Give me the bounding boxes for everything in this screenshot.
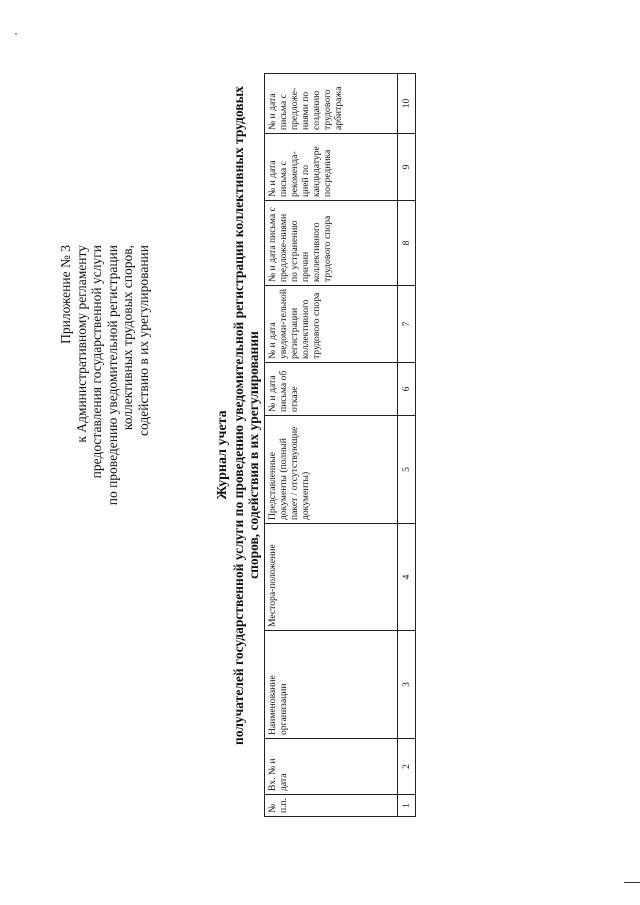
column-header: Наименование организации bbox=[265, 631, 398, 739]
appendix-line: по проведению уведомительной регистрации bbox=[104, 245, 120, 506]
column-number: 7 bbox=[398, 286, 416, 363]
column-header: № и дата письма с предложе-ниями по созданию трудового арбитража bbox=[265, 74, 398, 134]
footnote-separator bbox=[624, 882, 640, 883]
journal-title: Журнал учета bbox=[215, 410, 230, 500]
column-header: № и дата уведоми-тельной регистрации коллективного трудового спора bbox=[265, 286, 398, 363]
appendix-line: Приложение № 3 bbox=[58, 245, 73, 344]
column-number: 3 bbox=[398, 631, 416, 739]
appendix-block bbox=[58, 245, 152, 645]
journal-subtitle-line: споров, содействия в их урегулировании bbox=[246, 331, 261, 579]
scan-speck bbox=[15, 33, 17, 35]
table-row bbox=[398, 74, 416, 817]
column-number: 10 bbox=[398, 74, 416, 134]
appendix-line: содействию в их урегулировании bbox=[135, 245, 151, 436]
column-number: 4 bbox=[398, 524, 416, 631]
column-header: Вх. № и дата bbox=[265, 739, 398, 795]
journal-title-block bbox=[215, 86, 262, 745]
column-header: № п.п. bbox=[265, 795, 398, 817]
column-header: Представленные документы (полный пакет / отсутствующие документы) bbox=[265, 416, 398, 524]
table-header-row bbox=[265, 74, 398, 817]
column-header: № и дата письма об отказе bbox=[265, 363, 398, 416]
column-header: Местора-положение bbox=[265, 524, 398, 631]
appendix-line: предоставления государственной услуги bbox=[89, 245, 105, 479]
column-number: 6 bbox=[398, 363, 416, 416]
column-header: № и дата письма с предложе-ниями по устранению причин коллективного трудового спора bbox=[265, 201, 398, 286]
registration-table bbox=[264, 73, 416, 817]
column-number: 9 bbox=[398, 134, 416, 201]
column-number: 1 bbox=[398, 795, 416, 817]
journal-subtitle-line: получателей государственной услуги по проведению уведомительной регистрации коллективных трудовых bbox=[230, 86, 246, 745]
appendix-line: к Административному регламенту bbox=[73, 245, 89, 443]
appendix-line: коллективных трудовых споров, bbox=[120, 245, 136, 431]
column-number: 8 bbox=[398, 201, 416, 286]
column-header: № и дата письма с рекоменда-цией по кандидатуре посредника bbox=[265, 134, 398, 201]
column-number: 5 bbox=[398, 416, 416, 524]
column-number: 2 bbox=[398, 739, 416, 795]
